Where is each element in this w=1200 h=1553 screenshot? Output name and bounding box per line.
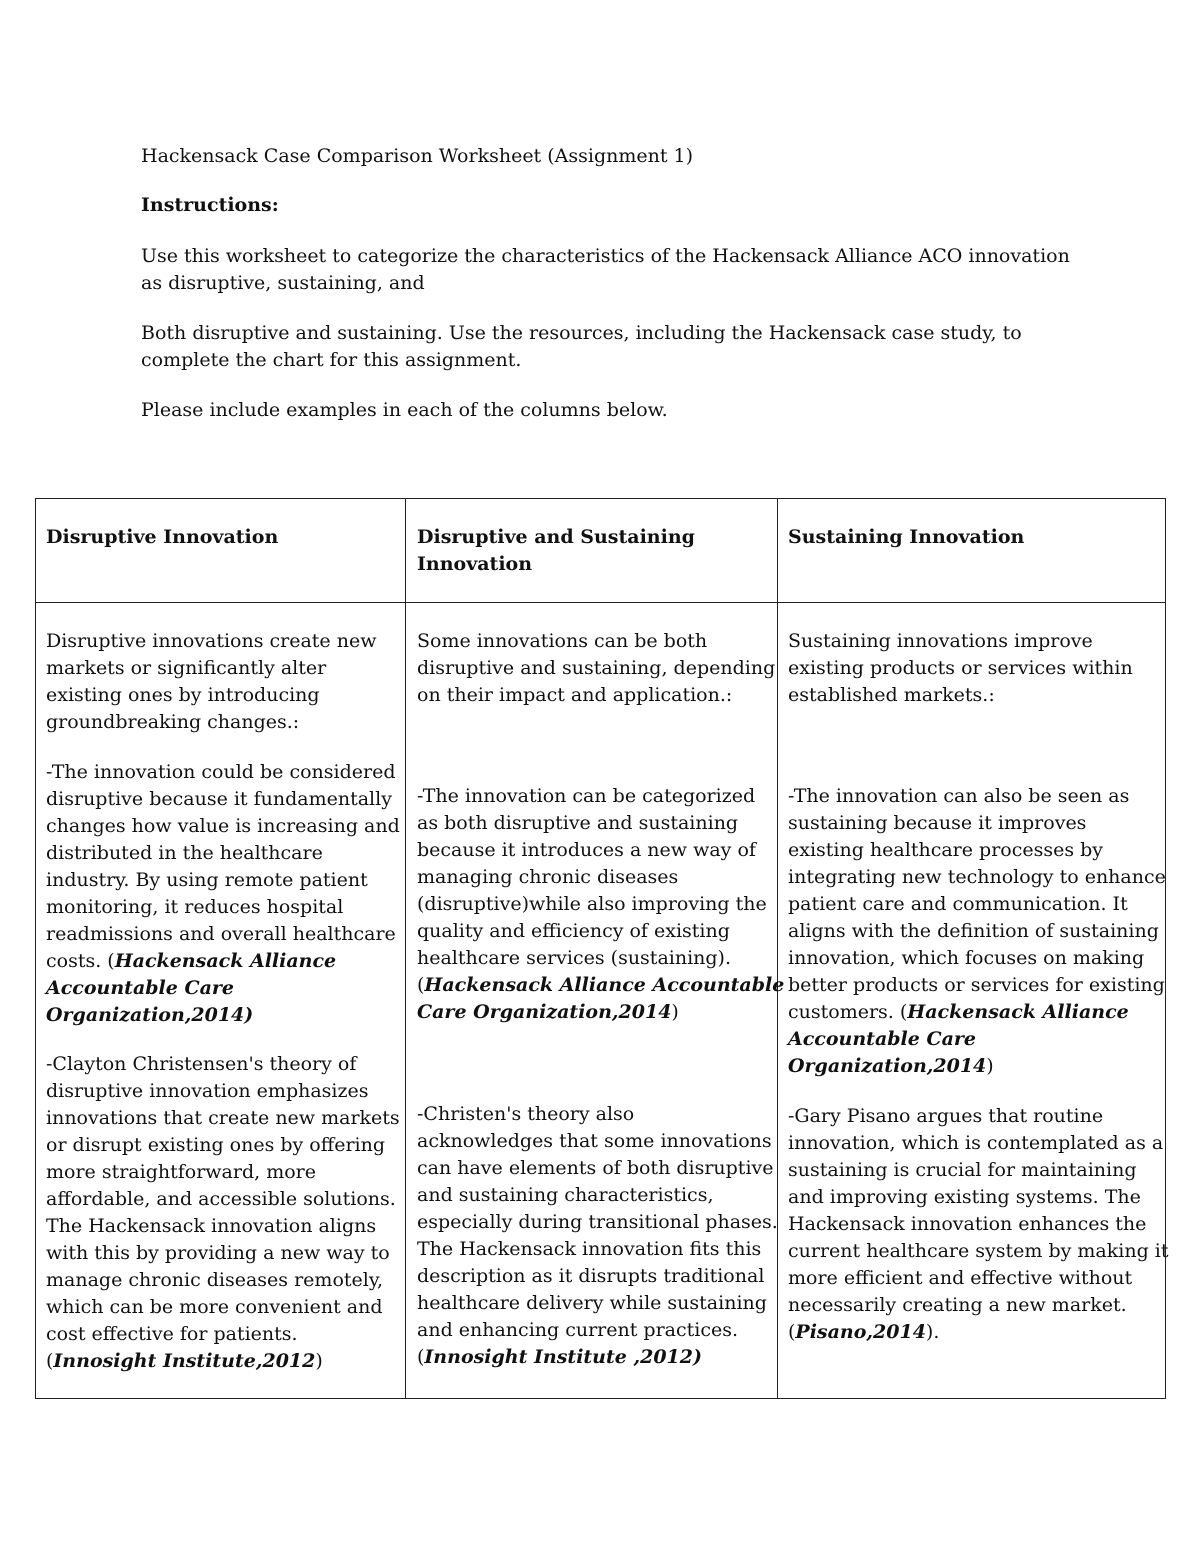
text-line: description as it disrupts traditional — [417, 1265, 765, 1287]
text-line — [788, 1319, 1168, 1346]
both-definition — [417, 628, 775, 709]
text-line: Hackensack innovation enhances the — [788, 1213, 1147, 1235]
text-line: cost effective for patients. — [46, 1323, 298, 1345]
text-line: innovation, which is contemplated as a — [788, 1132, 1164, 1154]
text-line: readmissions and overall healthcare — [46, 923, 396, 945]
text-line: -The innovation can be categorized — [417, 785, 756, 807]
text-line: (disruptive)while also improving the — [417, 893, 767, 915]
text-line: The Hackensack innovation fits this — [417, 1238, 762, 1260]
citation: Organization,2014) — [46, 1004, 254, 1026]
text-line: healthcare delivery while sustaining — [417, 1292, 767, 1314]
text-line: patient care and communication. It — [788, 893, 1128, 915]
text-line: -The innovation can also be seen as — [788, 785, 1130, 807]
text-line: distributed in the healthcare — [46, 842, 323, 864]
column-divider — [405, 499, 406, 1398]
text-line: -Christen's theory also — [417, 1103, 635, 1125]
citation: Pisano,2014 — [795, 1321, 926, 1343]
text-line: which can be more convenient and — [46, 1296, 383, 1318]
text-line: disruptive and sustaining, depending — [417, 657, 776, 679]
text-line: necessarily creating a new market. — [788, 1294, 1127, 1316]
citation: Hackensack Alliance — [907, 1001, 1129, 1023]
text-line: integrating new technology to enhance — [788, 866, 1166, 888]
document-title: Hackensack Case Comparison Worksheet (Assignment 1) — [141, 145, 694, 167]
text-line: better products or services for existing — [788, 974, 1165, 996]
citation: Accountable Care — [788, 1028, 977, 1050]
text-line: monitoring, it reduces hospital — [46, 896, 344, 918]
text-line: innovations that create new markets — [46, 1107, 400, 1129]
text-line: managing chronic diseases — [417, 866, 679, 888]
text-line: industry. By using remote patient — [46, 869, 368, 891]
text-line: existing products or services within — [788, 657, 1133, 679]
text-line: -Clayton Christensen's theory of — [46, 1053, 357, 1075]
text-line — [417, 972, 784, 999]
text-line: or disrupt existing ones by offering — [46, 1134, 386, 1156]
text-line: healthcare services (sustaining). — [417, 947, 732, 969]
text-line: especially during transitional phases. — [417, 1211, 778, 1233]
text-line: as disruptive, sustaining, and — [141, 272, 425, 294]
text-line: affordable, and accessible solutions. — [46, 1188, 396, 1210]
text-fragment: ( — [788, 1321, 796, 1343]
text-line: more straightforward, more — [46, 1161, 316, 1183]
text-line: existing healthcare processes by — [788, 839, 1104, 861]
text-fragment: ). — [925, 1321, 940, 1343]
both-example-2 — [417, 1101, 778, 1371]
text-line: Disruptive innovations create new — [46, 630, 377, 652]
header-disruptive-and-sustaining: Disruptive and Sustaining Innovation — [417, 526, 695, 575]
text-line: more efficient and effective without — [788, 1267, 1133, 1289]
text-line — [788, 999, 1166, 1026]
text-fragment: costs. ( — [46, 950, 115, 972]
citation: Innosight Institute,2012 — [53, 1350, 316, 1372]
citation: Hackensack Alliance — [114, 950, 337, 972]
disruptive-example-2 — [46, 1051, 400, 1375]
instructions-heading: Instructions: — [141, 194, 279, 216]
text-line: Use this worksheet to categorize the characteristics of the Hackensack Alliance ACO innovation — [141, 245, 1070, 267]
text-line: changes how value is increasing and — [46, 815, 400, 837]
text-line: The Hackensack innovation aligns — [46, 1215, 377, 1237]
text-fragment: ( — [46, 1350, 54, 1372]
text-line — [417, 999, 784, 1026]
text-fragment: ( — [417, 974, 425, 996]
instructions-paragraph-3: Please include examples in each of the columns below. — [141, 399, 668, 421]
text-fragment: ) — [315, 1350, 323, 1372]
text-line: on their impact and application.: — [417, 684, 733, 706]
text-line: -The innovation could be considered — [46, 761, 396, 783]
sustaining-example-1 — [788, 783, 1166, 1080]
text-line — [46, 1348, 400, 1375]
text-line: existing ones by introducing — [46, 684, 320, 706]
text-line: current healthcare system by making it — [788, 1240, 1169, 1262]
text-line: and improving existing systems. The — [788, 1186, 1141, 1208]
disruptive-definition — [46, 628, 376, 736]
text-line: Both disruptive and sustaining. Use the resources, including the Hackensack case study, to — [141, 322, 1022, 344]
text-line: can have elements of both disruptive — [417, 1157, 774, 1179]
citation: Organization,2014 — [788, 1055, 987, 1077]
comparison-table — [35, 498, 1169, 1399]
header-divider — [36, 602, 1165, 603]
text-line: disruptive innovation emphasizes — [46, 1080, 369, 1102]
text-line: and enhancing current practices. — [417, 1319, 739, 1341]
text-line: innovation, which focuses on making — [788, 947, 1145, 969]
text-line: -Gary Pisano argues that routine — [788, 1105, 1104, 1127]
text-line: markets or significantly alter — [46, 657, 327, 679]
text-line: sustaining because it improves — [788, 812, 1087, 834]
text-line: as both disruptive and sustaining — [417, 812, 739, 834]
text-line: sustaining is crucial for maintaining — [788, 1159, 1137, 1181]
text-line: aligns with the definition of sustaining — [788, 920, 1159, 942]
citation: Innosight Institute ,2012) — [424, 1346, 702, 1368]
text-line: complete the chart for this assignment. — [141, 349, 522, 371]
both-example-1 — [417, 783, 784, 1026]
text-line: because it introduces a new way of — [417, 839, 756, 861]
text-line: established markets.: — [788, 684, 995, 706]
citation: Hackensack Alliance Accountable — [424, 974, 785, 996]
text-line: acknowledges that some innovations — [417, 1130, 772, 1152]
text-fragment: ( — [417, 1346, 425, 1368]
text-line: Some innovations can be both — [417, 630, 708, 652]
text-line: quality and efficiency of existing — [417, 920, 730, 942]
disruptive-example-1 — [46, 759, 400, 1029]
text-line — [788, 1053, 1166, 1080]
text-line — [46, 948, 400, 975]
instructions-paragraph-2 — [141, 320, 1071, 374]
header-sustaining: Sustaining Innovation — [788, 526, 1025, 548]
text-fragment: ) — [986, 1055, 994, 1077]
text-line: Sustaining innovations improve — [788, 630, 1093, 652]
text-line: groundbreaking changes.: — [46, 711, 300, 733]
citation: Accountable Care — [46, 977, 235, 999]
text-line: and sustaining characteristics, — [417, 1184, 714, 1206]
text-line: disruptive because it fundamentally — [46, 788, 392, 810]
sustaining-example-2 — [788, 1103, 1168, 1346]
text-line: with this by providing a new way to — [46, 1242, 390, 1264]
text-fragment: ) — [671, 1001, 679, 1023]
header-disruptive: Disruptive Innovation — [46, 526, 279, 548]
text-line: manage chronic diseases remotely, — [46, 1269, 384, 1291]
citation: Care Organization,2014 — [417, 1001, 672, 1023]
sustaining-definition — [788, 628, 1133, 709]
instructions-paragraph-1 — [141, 243, 1071, 297]
text-line — [417, 1344, 778, 1371]
text-fragment: customers. ( — [788, 1001, 908, 1023]
